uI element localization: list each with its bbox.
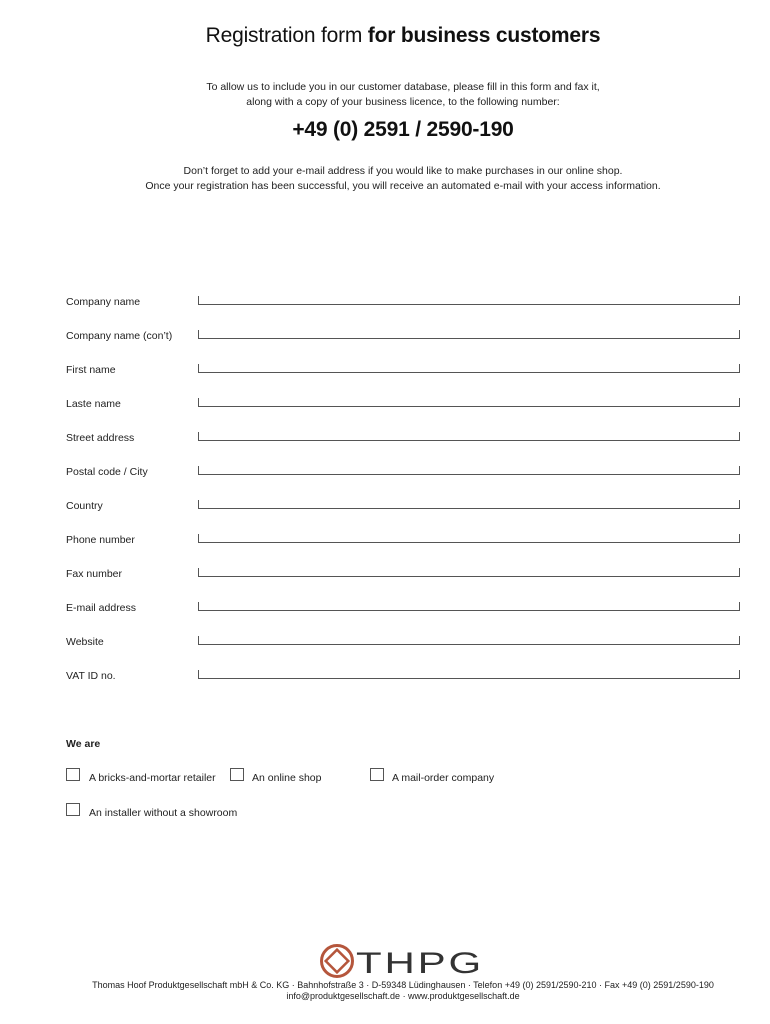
installer-checkbox[interactable] [66,803,80,816]
email-address-field[interactable] [198,602,740,611]
online-shop-label: An online shop [252,772,322,784]
phone-number-field[interactable] [198,534,740,543]
page-title [0,24,770,48]
postal-code-city-field[interactable] [198,466,740,475]
note-line-1: Don’t forget to add your e-mail address if you would like to make purchases in our online shop. [183,165,623,177]
online-shop-checkbox[interactable] [230,768,244,781]
postal-code-city-label: Postal code / City [66,466,148,478]
note-line-2: Once your registration has been successful, you will receive an automated e-mail with your access information. [145,180,661,192]
intro-line-1: To allow us to include you in our customer database, please fill in this form and fax it, [206,81,600,93]
footer-contact: info@produktgesellschaft.de · www.produktgesellschaft.de [286,991,520,1001]
street-address-field[interactable] [198,432,740,441]
retailer-label: A bricks-and-mortar retailer [89,772,216,784]
website-field[interactable] [198,636,740,645]
vat-id-field[interactable] [198,670,740,679]
thpg-logo [320,944,490,978]
first-name-field[interactable] [198,364,740,373]
mail-order-checkbox[interactable] [370,768,384,781]
installer-label: An installer without a showroom [89,807,238,819]
note-text [0,164,770,194]
fax-number: +49 (0) 2591 / 2590-190 [292,118,514,141]
intro-line-2: along with a copy of your business licence, to the following number: [246,96,560,108]
retailer-checkbox[interactable] [66,768,80,781]
mail-order-label: A mail-order company [392,772,495,784]
last-name-field[interactable] [198,398,740,407]
fax-number-label: Fax number [66,568,123,580]
we-are-heading: We are [66,738,101,750]
country-field[interactable] [198,500,740,509]
logo-text: THPG [356,947,484,978]
website-label: Website [66,636,104,648]
company-name-field[interactable] [198,296,740,305]
footer [0,980,770,1002]
vat-id-label: VAT ID no. [66,670,116,682]
phone-number-label: Phone number [66,534,135,546]
title-light: Registration form [205,24,368,47]
first-name-label: First name [66,364,116,376]
footer-address: Thomas Hoof Produktgesellschaft mbH & Co. KG · Bahnhofstraße 3 · D-59348 Lüdinghausen · Telefon +49 (0) 2591/2590-210 · Fax +49 (0) 2591/2590-190 [92,980,714,990]
company-name-cont-field[interactable] [198,330,740,339]
last-name-label: Laste name [66,398,121,410]
logo-diamond-icon [326,950,349,973]
title-bold: for business customers [367,24,601,47]
intro-text [0,80,770,110]
email-address-label: E-mail address [66,602,137,614]
street-address-label: Street address [66,432,135,444]
fax-number-field[interactable] [198,568,740,577]
company-name-label: Company name [66,296,141,308]
company-name-cont-label: Company name (con’t) [66,330,173,342]
country-label: Country [66,500,103,512]
